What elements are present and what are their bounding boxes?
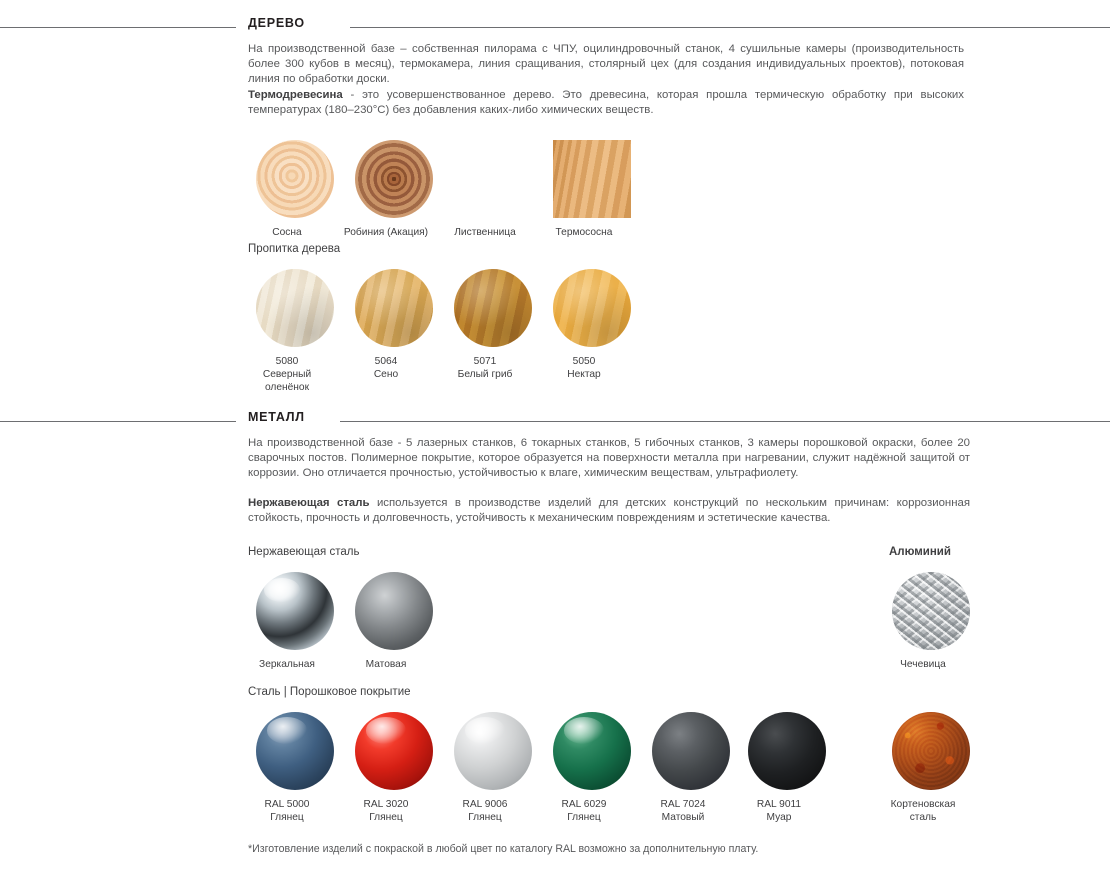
larch-end-grain-icon — [454, 140, 532, 218]
mirror-sphere-icon — [256, 572, 334, 650]
swatch-name-2: оленёнок — [264, 381, 310, 393]
swatch-caption — [331, 799, 441, 825]
swatch-code: RAL 7024 — [660, 799, 706, 810]
swatch-caption — [232, 356, 342, 394]
powder-sphere-icon — [454, 712, 532, 790]
swatch-caption — [430, 356, 540, 382]
swatch-finish: Матовый — [661, 811, 705, 823]
swatch-finish: Муар — [766, 811, 792, 823]
swatch-caption: Термососна — [555, 227, 613, 238]
label-aluminium: Алюминий — [889, 546, 951, 558]
swatch-wood-species[interactable] — [248, 140, 342, 240]
swatch-caption: Сосна — [272, 227, 302, 238]
swatch-caption — [430, 799, 540, 825]
heading-rule-right — [350, 27, 1110, 28]
swatch-caption: Робиния (Акация) — [343, 227, 429, 238]
metal-paragraph-2-rest: используется в производстве изделий для детских конструкций по нескольким причинам: коррозионная стойкость, прочность и долговечность, устойчивость к механическим повреждениям и эстетические качества. — [248, 497, 970, 525]
metal-paragraph-1: На производственной базе - 5 лазерных станков, 6 токарных станков, 5 гибочных станков, 3 камеры порошковой окраски, более 20 сварочных постов. Полимерное покрытие, которое образуется на поверхности металла при нагревании, служит надёжной защитой от коррозии. Оно отличается прочностью, устойчивостью к влаге, химическим веществам, ультрафиолету. — [248, 437, 970, 480]
swatch-code: RAL 9011 — [756, 799, 802, 810]
swatch-finish: Глянец — [270, 811, 304, 823]
section-title-wood: ДЕРЕВО — [248, 16, 313, 30]
powder-sphere-icon — [652, 712, 730, 790]
heading-rule-left — [0, 421, 236, 422]
swatch-aluminium[interactable] — [884, 572, 978, 672]
swatch-caption: Зеркальная — [259, 659, 315, 670]
swatch-caption — [529, 799, 639, 825]
swatch-corten[interactable] — [884, 712, 978, 825]
swatch-impregnation[interactable] — [248, 269, 342, 394]
section-title-metal: МЕТАЛЛ — [248, 410, 313, 424]
wood-paragraph-2-bold: Термодревесина — [248, 89, 343, 101]
swatch-powder[interactable] — [545, 712, 639, 825]
swatch-finish: Глянец — [468, 811, 502, 823]
swatch-wood-species[interactable] — [545, 140, 639, 240]
swatch-wood-species[interactable] — [446, 140, 540, 240]
swatch-code: Кортеновская — [890, 799, 956, 810]
metal-paragraph-2-bold: Нержавеющая сталь — [248, 497, 370, 509]
impregnation-disc-icon — [553, 269, 631, 347]
label-stainless-steel: Нержавеющая сталь — [248, 546, 360, 558]
swatch-caption: Лиственница — [454, 227, 516, 238]
swatch-code: 5064 — [374, 356, 398, 367]
impregnation-disc-icon — [454, 269, 532, 347]
powder-sphere-icon — [748, 712, 826, 790]
swatch-caption: Матовая — [365, 659, 407, 670]
powder-sphere-icon — [256, 712, 334, 790]
matte-sphere-icon — [355, 572, 433, 650]
metal-paragraph-2 — [248, 496, 970, 526]
impregnation-disc-icon — [355, 269, 433, 347]
swatch-powder[interactable] — [740, 712, 834, 825]
impregnation-disc-icon — [256, 269, 334, 347]
swatch-caption: Чечевица — [900, 659, 946, 670]
swatch-name: Белый гриб — [457, 368, 513, 380]
wood-paragraph-2-rest: - это усовершенствованное дерево. Это древесина, которая прошла термическую обработку при высоких температурах (180–230°С) без добавления каких-либо химических веществ. — [248, 89, 964, 117]
swatch-caption — [232, 799, 342, 825]
swatch-name: Сено — [373, 368, 399, 380]
label-wood-impregnation: Пропитка дерева — [248, 243, 341, 255]
swatch-impregnation[interactable] — [347, 269, 441, 382]
swatch-code: 5080 — [275, 356, 299, 367]
wood-paragraph-2 — [248, 88, 964, 118]
swatch-name: Нектар — [567, 368, 601, 380]
swatch-wood-species[interactable] — [343, 140, 441, 240]
swatch-powder[interactable] — [248, 712, 342, 825]
swatch-stainless[interactable] — [248, 572, 342, 672]
swatch-caption — [868, 799, 978, 825]
swatch-code: RAL 5000 — [264, 799, 310, 810]
corten-steel-icon — [892, 712, 970, 790]
heading-rule-left — [0, 27, 236, 28]
swatch-finish: Глянец — [369, 811, 403, 823]
powder-sphere-icon — [355, 712, 433, 790]
swatch-powder[interactable] — [347, 712, 441, 825]
lentil-tread-plate-icon — [892, 572, 970, 650]
swatch-stainless[interactable] — [347, 572, 441, 672]
swatch-code: 5071 — [473, 356, 497, 367]
wood-paragraph-1: На производственной базе – собственная пилорама с ЧПУ, оцилиндровочный станок, 4 сушильные камеры (производительность более 300 кубов в месяц), термокамера, линия сращивания, столярный цех (для создания индивидуальных проектов), потоковая линия по обработки доски. — [248, 43, 964, 86]
swatch-finish: Глянец — [567, 811, 601, 823]
section-heading-metal — [0, 410, 1110, 432]
pine-end-grain-icon — [256, 140, 334, 218]
swatch-caption — [331, 356, 441, 382]
footnote-ral-custom-color: *Изготовление изделий с покраской в любой цвет по каталогу RAL возможно за дополнительную плату. — [248, 843, 759, 855]
powder-sphere-icon — [553, 712, 631, 790]
swatch-caption — [724, 799, 834, 825]
swatch-caption — [529, 356, 639, 382]
swatch-caption — [628, 799, 738, 825]
heading-rule-right — [340, 421, 1110, 422]
swatch-impregnation[interactable] — [545, 269, 639, 382]
swatch-powder[interactable] — [446, 712, 540, 825]
swatch-code: RAL 3020 — [363, 799, 409, 810]
swatch-impregnation[interactable] — [446, 269, 540, 382]
swatch-code: RAL 9006 — [462, 799, 508, 810]
swatch-name: Северный — [262, 368, 312, 380]
swatch-finish: сталь — [909, 811, 937, 823]
label-powder-coating: Сталь | Порошковое покрытие — [248, 686, 411, 698]
swatch-code: RAL 6029 — [561, 799, 607, 810]
swatch-code: 5050 — [572, 356, 596, 367]
section-heading-wood — [0, 16, 1110, 38]
robinia-end-grain-icon — [355, 140, 433, 218]
thermo-pine-plank-icon — [553, 140, 631, 218]
